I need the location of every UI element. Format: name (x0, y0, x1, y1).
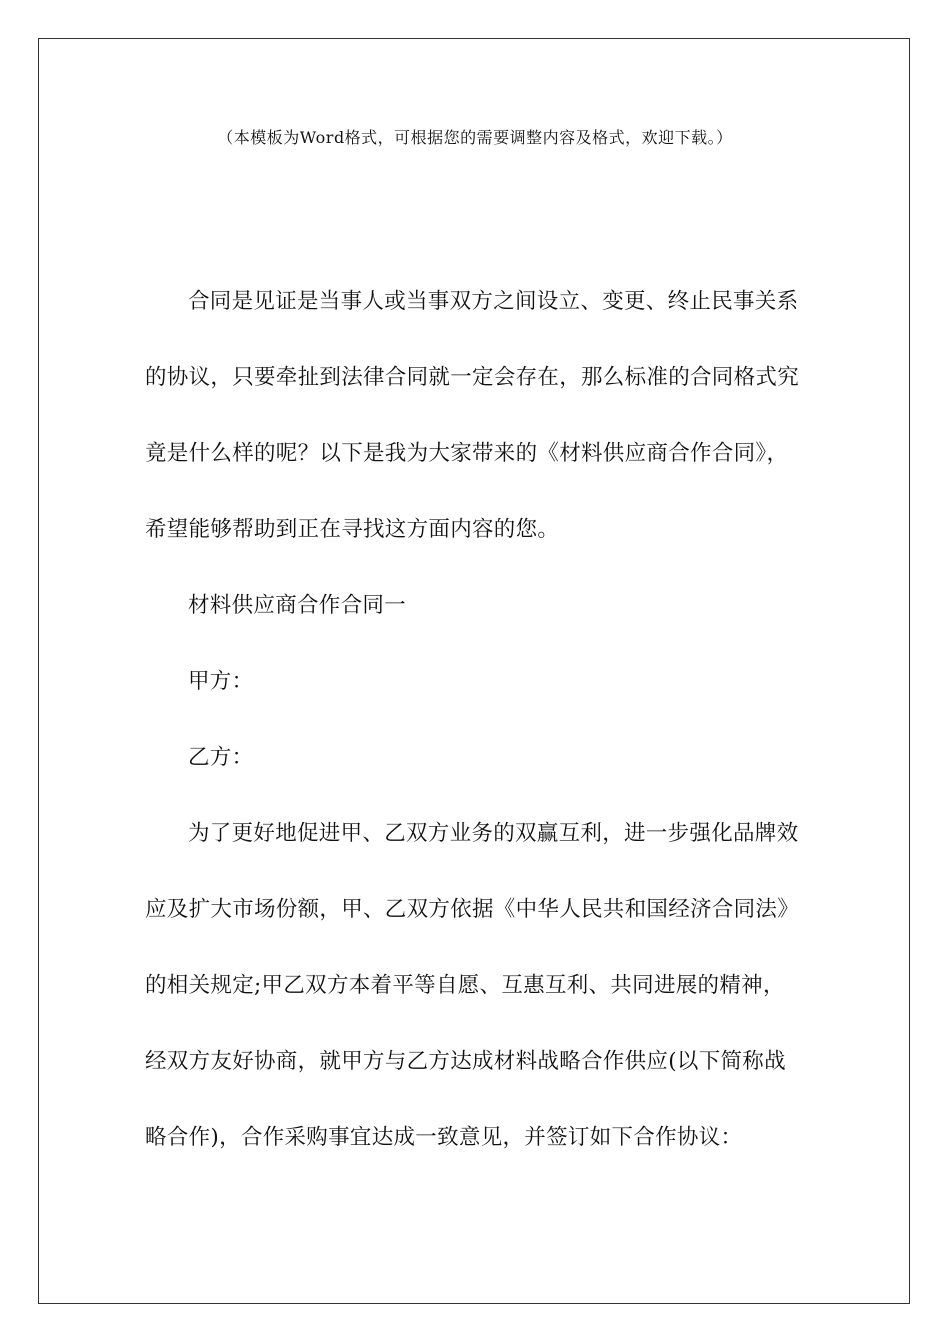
intro-paragraph: 合同是见证是当事人或当事双方之间设立、变更、终止民事关系的协议，只要牵扯到法律合同就一定会存在，那么标准的合同格式究竟是什么样的呢？以下是我为大家带来的《材料供应商合作合同》，希望能够帮助到正在寻找这方面内容的您。 (145, 289, 800, 542)
party-b-line: 乙方： (188, 745, 254, 770)
preamble-paragraph: 为了更好地促进甲、乙双方业务的双赢互利，进一步强化品牌效应及扩大市场份额，甲、乙双方依据《中华人民共和国经济合同法》的相关规定;甲乙双方本着平等自愿、互惠互利、共同进展的精神，经双方友好协商，就甲方与乙方达成材料战略合作供应(以下简称战略合作)，合作采购事宜达成一致意见，并签订如下合作协议： (145, 821, 800, 1150)
party-a-line: 甲方： (188, 669, 254, 694)
template-note: （本模板为Word格式，可根据您的需要调整内容及格式，欢迎下载。） (217, 128, 733, 147)
document-body (145, 264, 805, 1176)
contract-title: 材料供应商合作合同一 (188, 593, 407, 618)
